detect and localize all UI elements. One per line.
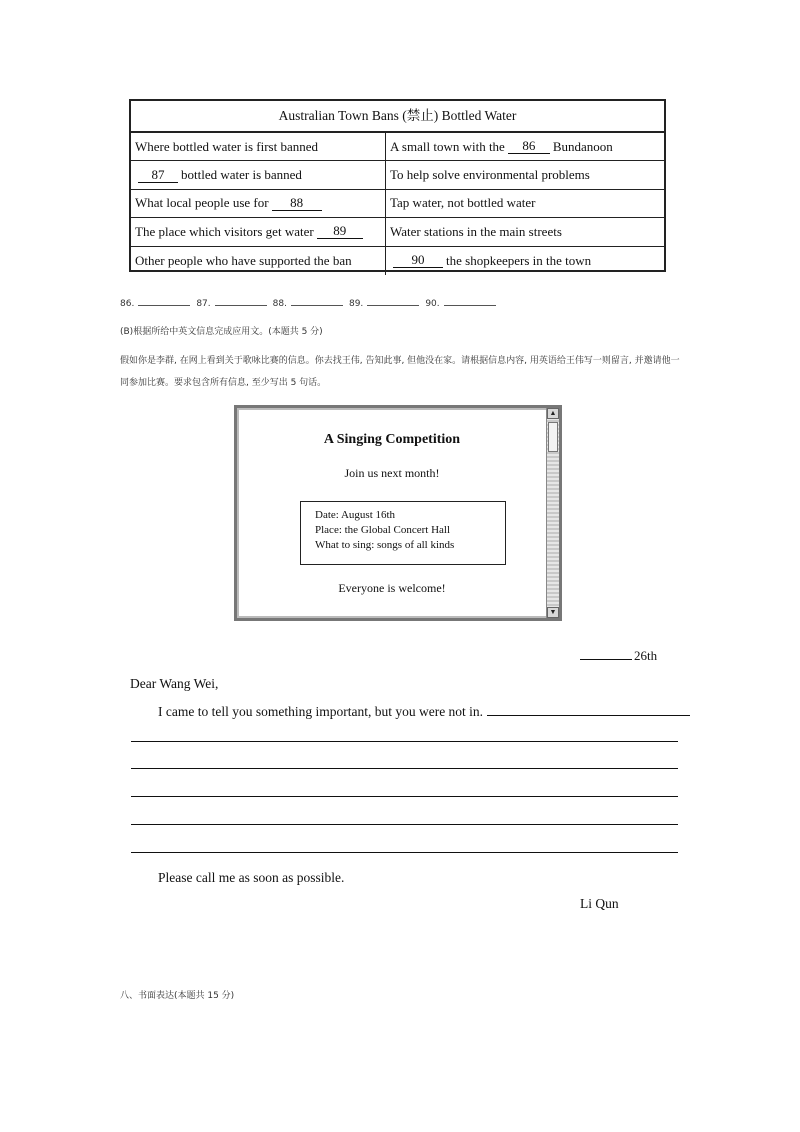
table-row: [131, 247, 664, 275]
letter-signature: Li Qun: [580, 896, 619, 911]
answer-line[interactable]: [367, 297, 419, 306]
table-title: Australian Town Bans (禁止) Bottled Water: [131, 101, 664, 133]
poster-place: Place: the Global Concert Hall: [315, 524, 451, 536]
answer-item: [425, 299, 495, 309]
cell-text: What local people use for: [135, 195, 269, 211]
writing-line[interactable]: [131, 852, 678, 853]
poster-content: [243, 414, 541, 612]
cell-text: Tap water, not bottled water: [390, 195, 536, 211]
cell-text: the shopkeepers in the town: [446, 252, 592, 268]
poster-title: A Singing Competition: [323, 432, 461, 447]
answer-number: 88.: [272, 299, 287, 309]
answer-item: [349, 299, 419, 309]
writing-instructions: 假如你是李群, 在网上看到关于歌咏比赛的信息。你去找王伟, 告知此事, 但他没在家。请根据信息内容, 用英语给王伟写一则留言, 并邀请他一同参加比赛。要求包含所有信息, 至少写出 5 句话。: [120, 356, 680, 388]
answer-blank[interactable]: 87: [138, 168, 178, 183]
answer-line[interactable]: [291, 297, 343, 306]
answer-line[interactable]: [215, 297, 267, 306]
date-blank[interactable]: [580, 647, 632, 660]
poster-date: Date: August 16th: [315, 509, 396, 521]
table-row: [131, 161, 664, 189]
table-cell-left: [131, 161, 386, 188]
table-cell-left: [131, 133, 386, 160]
poster-details-box: [300, 501, 506, 565]
scroll-thumb[interactable]: [548, 422, 558, 452]
table-cell-left: [131, 247, 386, 275]
cell-text: To help solve environmental problems: [390, 167, 590, 183]
answer-item: [120, 299, 190, 309]
date-suffix: 26th: [634, 648, 658, 663]
section-8-heading: 八、书面表达(本题共 15 分): [120, 991, 235, 1001]
table-cell-left: [131, 218, 386, 245]
table-row: [131, 218, 664, 246]
section-b-heading: (B)根据所给中英文信息完成应用文。(本题共 5 分): [120, 327, 323, 337]
opening-text: I came to tell you something important, but you were not in.: [158, 704, 484, 719]
cell-text: Where bottled water is first banned: [135, 138, 319, 154]
answer-blank[interactable]: 86: [508, 139, 550, 154]
poster-footer: Everyone is welcome!: [338, 581, 446, 595]
letter-greeting: Dear Wang Wei,: [130, 676, 219, 691]
table-cell-left: [131, 190, 386, 217]
scroll-up-arrow-icon[interactable]: ▲: [547, 408, 559, 419]
poster-scrollbar[interactable]: [546, 408, 559, 618]
cell-text: Other people who have supported the ban: [135, 252, 352, 268]
letter-date: [580, 647, 657, 664]
answer-number: 90.: [425, 299, 440, 309]
cell-text: The place which visitors get water: [135, 223, 314, 239]
table-cell-right: [386, 190, 664, 217]
answer-number: 87.: [196, 299, 211, 309]
ban-table: [129, 99, 666, 272]
answer-number: 89.: [348, 299, 364, 309]
table-row: [131, 190, 664, 218]
cell-text: A small town with the: [390, 138, 505, 154]
table-cell-right: [386, 247, 664, 275]
opening-blank[interactable]: [487, 703, 690, 716]
answer-blank[interactable]: 90: [393, 253, 443, 268]
scroll-down-arrow-icon[interactable]: ▼: [547, 607, 559, 618]
letter-closing: Please call me as soon as possible.: [158, 870, 345, 885]
cell-text: Bundanoon: [552, 138, 613, 154]
poster-subtitle: Join us next month!: [344, 466, 440, 480]
table-cell-right: [386, 133, 664, 160]
answer-line[interactable]: [138, 297, 190, 306]
cell-text: Water stations in the main streets: [390, 223, 562, 239]
writing-line[interactable]: [131, 796, 678, 797]
answer-blank[interactable]: 88: [272, 196, 322, 211]
answer-number: 86.: [120, 299, 135, 309]
table-body: [131, 133, 664, 275]
table-cell-right: [386, 218, 664, 245]
writing-line[interactable]: [131, 741, 678, 742]
writing-line[interactable]: [131, 824, 678, 825]
poster-window: [234, 405, 562, 621]
table-cell-right: [386, 161, 664, 188]
cell-text: bottled water is banned: [181, 167, 302, 183]
answer-item: [196, 299, 266, 309]
answer-line[interactable]: [444, 297, 496, 306]
answer-blanks: [120, 297, 502, 309]
answer-item: [273, 299, 343, 309]
table-row: [131, 133, 664, 161]
answer-blank[interactable]: 89: [317, 224, 363, 239]
writing-line[interactable]: [131, 768, 678, 769]
letter-opening: [158, 703, 690, 720]
poster-what: What to sing: songs of all kinds: [315, 539, 455, 551]
